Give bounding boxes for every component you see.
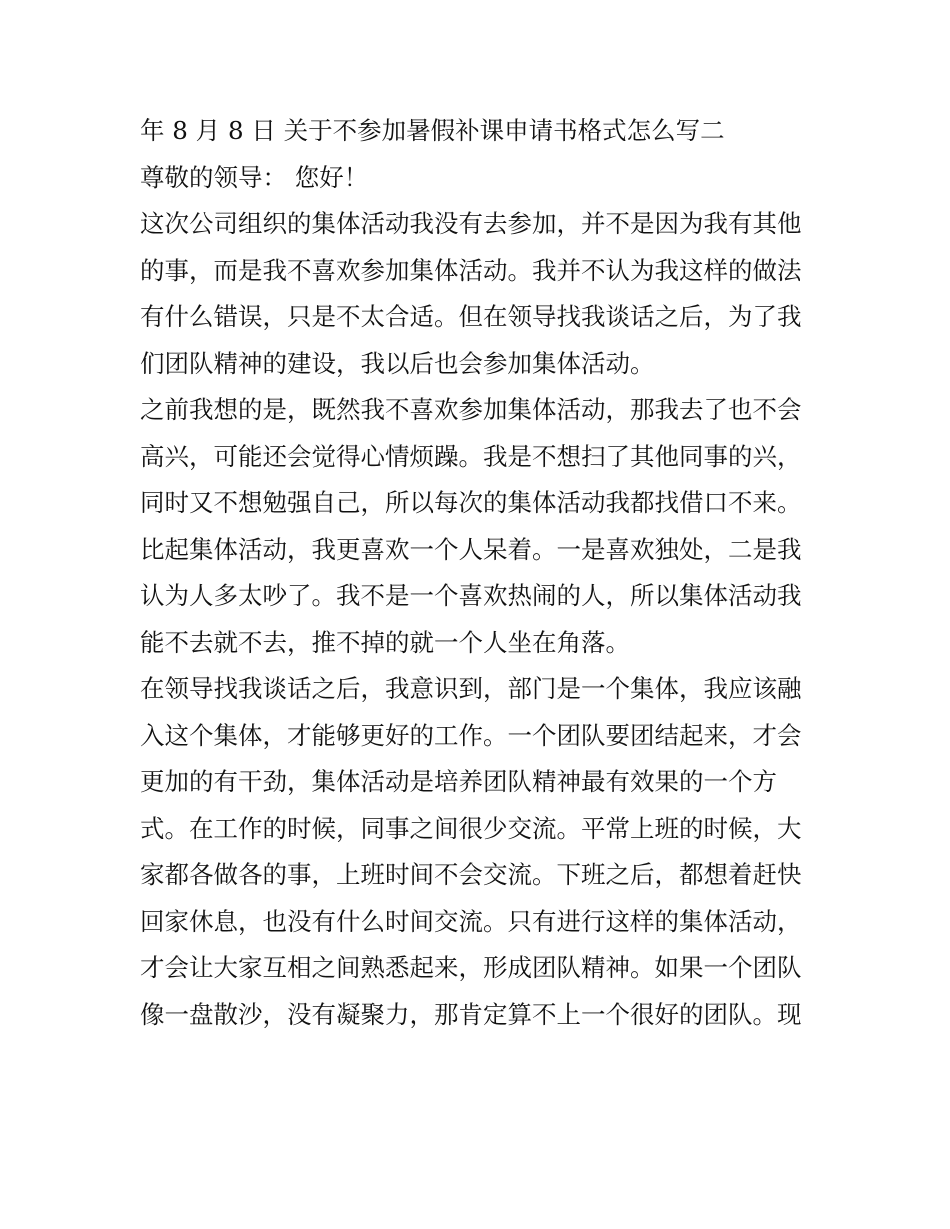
document-body [140, 108, 820, 1038]
body-line: 有什么错误，只是不太合适。但在领导找我谈话之后，为了我 [140, 302, 802, 331]
body-line: 之前我想的是，既然我不喜欢参加集体活动，那我去了也不会 [140, 395, 802, 424]
body-line: 在领导找我谈话之后，我意识到，部门是一个集体，我应该融 [140, 674, 802, 703]
body-line: 像一盘散沙，没有凝聚力，那肯定算不上一个很好的团队。现 [140, 999, 802, 1029]
body-line: 比起集体活动，我更喜欢一个人呆着。一是喜欢独处，二是我 [140, 534, 802, 564]
body-line: 认为人多太吵了。我不是一个喜欢热闹的人，所以集体活动我 [140, 581, 802, 610]
body-line: 才会让大家互相之间熟悉起来，形成团队精神。如果一个团队 [140, 953, 802, 982]
body-line: 高兴，可能还会觉得心情烦躁。我是不想扫了其他同事的兴， [140, 441, 802, 471]
body-line: 入这个集体，才能够更好的工作。一个团队要团结起来，才会 [140, 720, 802, 750]
body-line: 更加的有干劲，集体活动是培养团队精神最有效果的一个方 [140, 767, 777, 796]
body-line: 同时又不想勉强自己，所以每次的集体活动我都找借口不来。 [140, 488, 802, 517]
body-line: 们团队精神的建设，我以后也会参加集体活动。 [140, 348, 655, 378]
body-line: 家都各做各的事，上班时间不会交流。下班之后，都想着赶快 [140, 860, 802, 889]
body-line: 这次公司组织的集体活动我没有去参加，并不是因为我有其他 [140, 209, 802, 238]
body-line: 能不去就不去，推不掉的就一个人坐在角落。 [140, 627, 630, 657]
salutation-line: 尊敬的领导： 您好！ [140, 162, 369, 192]
body-line: 式。在工作的时候，同事之间很少交流。平常上班的时候，大 [140, 813, 802, 843]
body-line: 的事，而是我不喜欢参加集体活动。我并不认为我这样的做法 [140, 255, 802, 285]
body-line: 回家休息，也没有什么时间交流。只有进行这样的集体活动， [140, 906, 802, 936]
date-title-line: 年 8 月 8 日 关于不参加暑假补课申请书格式怎么写二 [140, 116, 725, 145]
